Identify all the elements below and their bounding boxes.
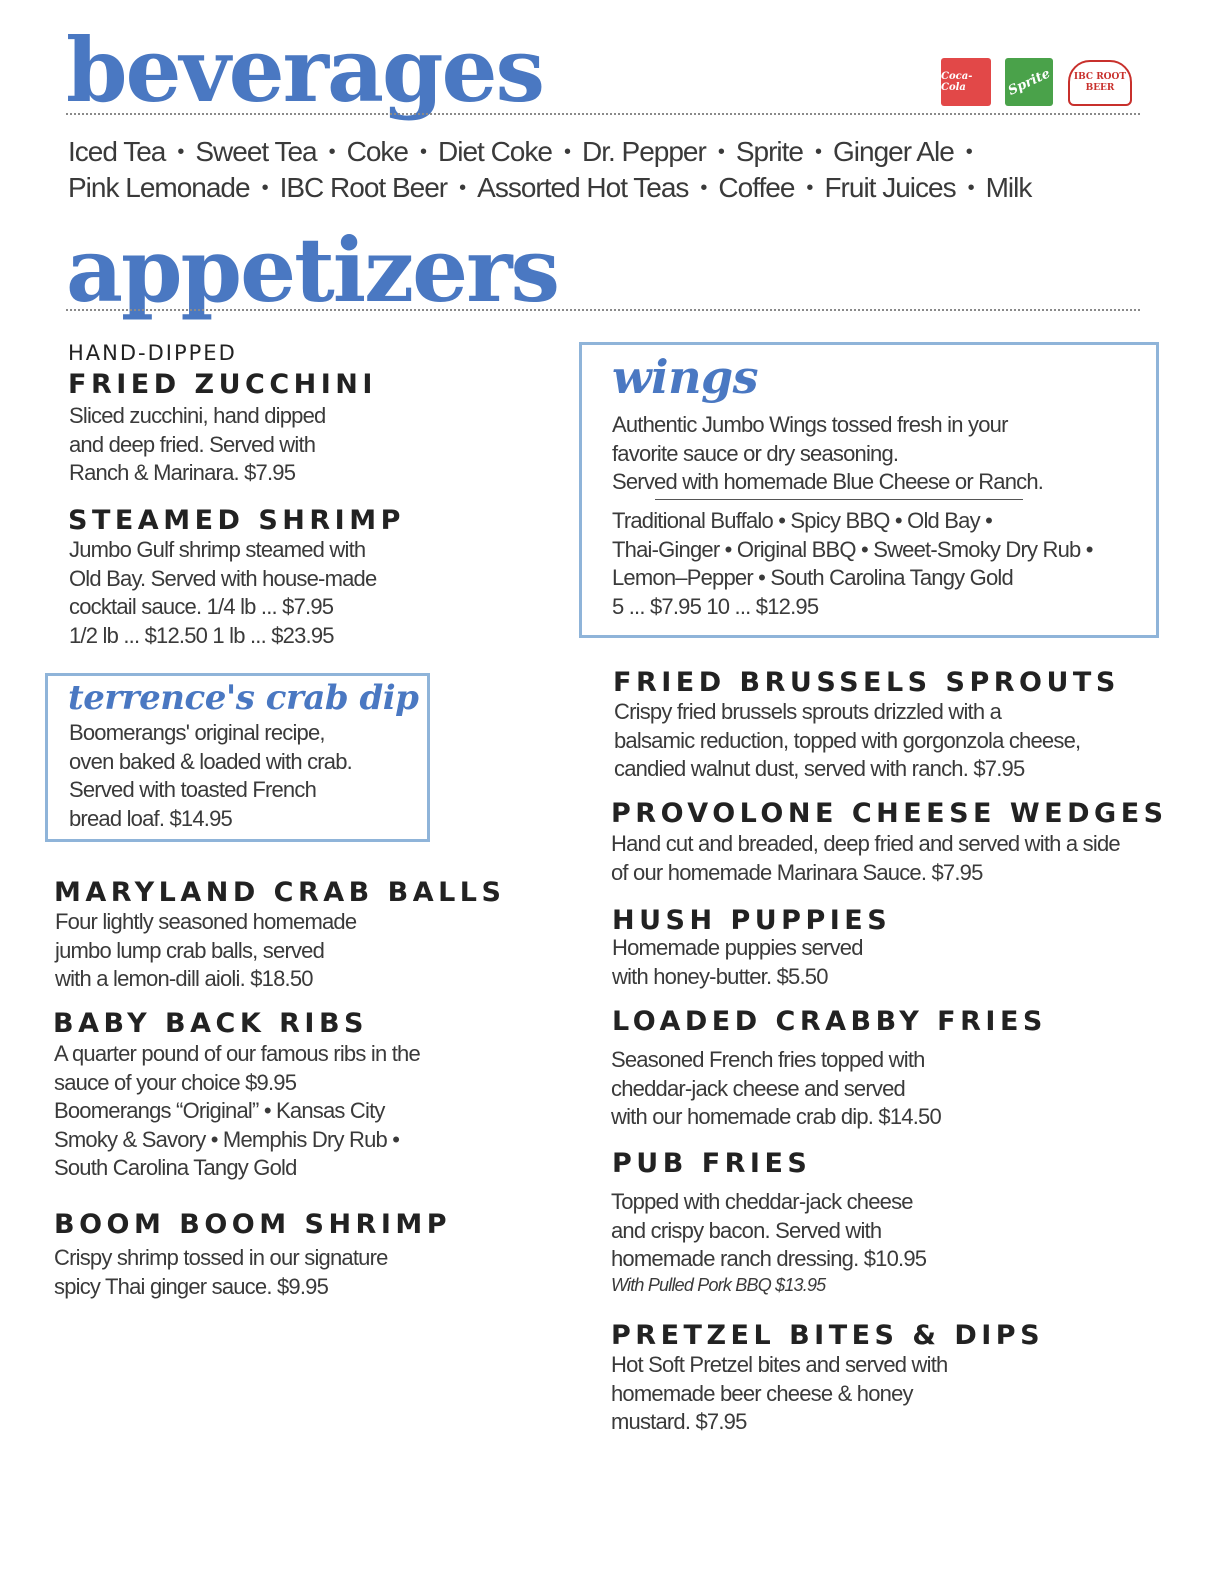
- beverage-item: Milk: [985, 172, 1032, 203]
- desc-line: Boomerangs “Original” • Kansas City: [54, 1098, 385, 1123]
- fried-zucchini-description: [69, 402, 325, 488]
- steamed-shrimp-description: [69, 536, 376, 650]
- bullet-separator: •: [563, 141, 570, 163]
- ribs-description: [54, 1040, 420, 1183]
- desc-line: Ranch & Marinara. $7.95: [69, 460, 296, 485]
- desc-line: A quarter pound of our famous ribs in the: [54, 1041, 420, 1066]
- coca-cola-logo: [941, 58, 991, 106]
- desc-line: Authentic Jumbo Wings tossed fresh in your: [612, 412, 1008, 437]
- desc-line: and crispy bacon. Served with: [611, 1217, 882, 1243]
- desc-line: Hand cut and breaded, deep fried and served with a side: [611, 831, 1120, 856]
- crab-balls-description: [55, 908, 356, 994]
- fried-zucchini-title: FRIED ZUCCHINI: [68, 369, 377, 400]
- beverage-item: Assorted Hot Teas: [477, 172, 689, 203]
- desc-line: balsamic reduction, topped with gorgonzola cheese,: [614, 727, 1081, 753]
- wings-title: wings: [612, 350, 759, 404]
- bullet-separator: •: [261, 177, 268, 199]
- brussels-description: [614, 698, 1080, 784]
- desc-line: Served with homemade Blue Cheese or Ranch.: [612, 469, 1044, 494]
- bullet-separator: •: [420, 141, 427, 163]
- wings-divider: [655, 499, 1023, 500]
- desc-line: oven baked & loaded with crab.: [69, 748, 352, 774]
- crabby-fries-title: LOADED CRABBY FRIES: [612, 1006, 1047, 1037]
- beverage-item: Coffee: [718, 172, 795, 203]
- desc-line: Lemon–Pepper • South Carolina Tangy Gold: [612, 565, 1013, 590]
- beverage-item: Sweet Tea: [195, 136, 317, 167]
- desc-line: Crispy fried brussels sprouts drizzled with a: [614, 699, 1002, 724]
- desc-line: Four lightly seasoned homemade: [55, 909, 357, 934]
- desc-line: Traditional Buffalo • Spicy BBQ • Old Bay •: [612, 508, 993, 533]
- pretzel-description: [611, 1351, 947, 1437]
- desc-line: 1/2 lb ... $12.50 1 lb ... $23.95: [69, 622, 334, 648]
- desc-line: cocktail sauce. 1/4 lb ... $7.95: [69, 594, 334, 619]
- desc-line: spicy Thai ginger sauce. $9.95: [54, 1273, 328, 1299]
- desc-line: with a lemon-dill aioli. $18.50: [55, 966, 313, 991]
- desc-line: Seasoned French fries topped with: [611, 1047, 925, 1072]
- bullet-separator: •: [967, 177, 974, 199]
- beverage-item: IBC Root Beer: [279, 172, 448, 203]
- desc-line: cheddar-jack cheese and served: [611, 1075, 905, 1101]
- hush-puppies-title: HUSH PUPPIES: [612, 905, 892, 936]
- steamed-shrimp-title: STEAMED SHRIMP: [68, 505, 405, 536]
- pub-fries-note: With Pulled Pork BBQ $13.95: [611, 1274, 826, 1295]
- beverage-item: Coke: [346, 136, 408, 167]
- boom-shrimp-description: [54, 1244, 388, 1301]
- desc-line: homemade ranch dressing. $10.95: [611, 1246, 927, 1271]
- ibc-root-beer-logo: [1068, 60, 1132, 106]
- pub-fries-description: [611, 1188, 926, 1296]
- beverage-item: Iced Tea: [68, 136, 166, 167]
- ribs-title: BABY BACK RIBS: [53, 1008, 369, 1039]
- wings-intro: [612, 411, 1043, 497]
- desc-line: with honey-butter. $5.50: [612, 963, 828, 989]
- desc-line: Old Bay. Served with house-made: [69, 565, 377, 591]
- bullet-separator: •: [328, 141, 335, 163]
- bullet-separator: •: [700, 177, 707, 199]
- bullet-separator: •: [459, 177, 466, 199]
- crab-dip-description: [69, 719, 352, 833]
- beverages-row-2: [68, 172, 1031, 204]
- desc-line: 5 ... $7.95 10 ... $12.95: [612, 593, 819, 619]
- ibc-root-beer-logo-text: IBC ROOT BEER: [1073, 72, 1127, 93]
- desc-line: homemade beer cheese & honey: [611, 1380, 913, 1406]
- desc-line: Smoky & Savory • Memphis Dry Rub •: [54, 1126, 400, 1152]
- beverages-heading: beverages: [66, 18, 544, 122]
- beverage-item: Diet Coke: [438, 136, 552, 167]
- boom-shrimp-title: BOOM BOOM SHRIMP: [54, 1209, 452, 1240]
- beverage-item: Sprite: [735, 136, 803, 167]
- wings-flavors: [612, 507, 1093, 621]
- hush-puppies-description: [612, 934, 863, 991]
- fried-zucchini-kicker: HAND-DIPPED: [68, 341, 237, 365]
- beverage-item: Fruit Juices: [824, 172, 956, 203]
- desc-line: South Carolina Tangy Gold: [54, 1155, 297, 1180]
- beverage-item: Dr. Pepper: [581, 136, 706, 167]
- desc-line: mustard. $7.95: [611, 1409, 747, 1434]
- crab-dip-title: terrence's crab dip: [68, 678, 419, 718]
- desc-line: sauce of your choice $9.95: [54, 1069, 297, 1095]
- desc-line: Boomerangs' original recipe,: [69, 720, 325, 745]
- bullet-separator: •: [177, 141, 184, 163]
- bullet-separator: •: [806, 177, 813, 199]
- crab-balls-title: MARYLAND CRAB BALLS: [54, 877, 506, 908]
- desc-line: Thai-Ginger • Original BBQ • Sweet-Smoky Dry Rub •: [612, 536, 1093, 562]
- desc-line: candied walnut dust, served with ranch. $7.95: [614, 756, 1025, 781]
- desc-line: Homemade puppies served: [612, 935, 863, 960]
- sprite-logo-text: Sprite: [1005, 65, 1053, 99]
- desc-line: and deep fried. Served with: [69, 431, 316, 457]
- desc-line: favorite sauce or dry seasoning.: [612, 440, 899, 466]
- desc-line: bread loaf. $14.95: [69, 805, 232, 831]
- beverage-item: Ginger Ale: [833, 136, 954, 167]
- pub-fries-title: PUB FRIES: [612, 1148, 812, 1179]
- desc-line: Topped with cheddar-jack cheese: [611, 1189, 913, 1214]
- beverages-row-1: [68, 136, 984, 168]
- desc-line: of our homemade Marinara Sauce. $7.95: [611, 859, 983, 885]
- provolone-description: [611, 830, 1120, 887]
- bullet-separator: •: [965, 141, 972, 163]
- crabby-fries-description: [611, 1046, 941, 1132]
- provolone-title: PROVOLONE CHEESE WEDGES: [611, 798, 1168, 829]
- desc-line: Hot Soft Pretzel bites and served with: [611, 1352, 948, 1377]
- appetizers-divider: [66, 309, 1140, 311]
- desc-line: Served with toasted French: [69, 777, 317, 802]
- appetizers-heading: appetizers: [66, 218, 559, 322]
- pretzel-title: PRETZEL BITES & DIPS: [611, 1320, 1045, 1351]
- sprite-logo: [1005, 58, 1053, 106]
- desc-line: jumbo lump crab balls, served: [55, 937, 325, 963]
- desc-line: Crispy shrimp tossed in our signature: [54, 1245, 388, 1270]
- desc-line: with our homemade crab dip. $14.50: [611, 1104, 941, 1129]
- brussels-title: FRIED BRUSSELS SPROUTS: [613, 667, 1120, 698]
- beverage-item: Pink Lemonade: [68, 172, 250, 203]
- desc-line: Jumbo Gulf shrimp steamed with: [69, 537, 366, 562]
- bullet-separator: •: [815, 141, 822, 163]
- desc-line: Sliced zucchini, hand dipped: [69, 403, 326, 428]
- coca-cola-logo-text: Coca-Cola: [941, 71, 973, 93]
- beverages-divider: [66, 113, 1140, 115]
- bullet-separator: •: [717, 141, 724, 163]
